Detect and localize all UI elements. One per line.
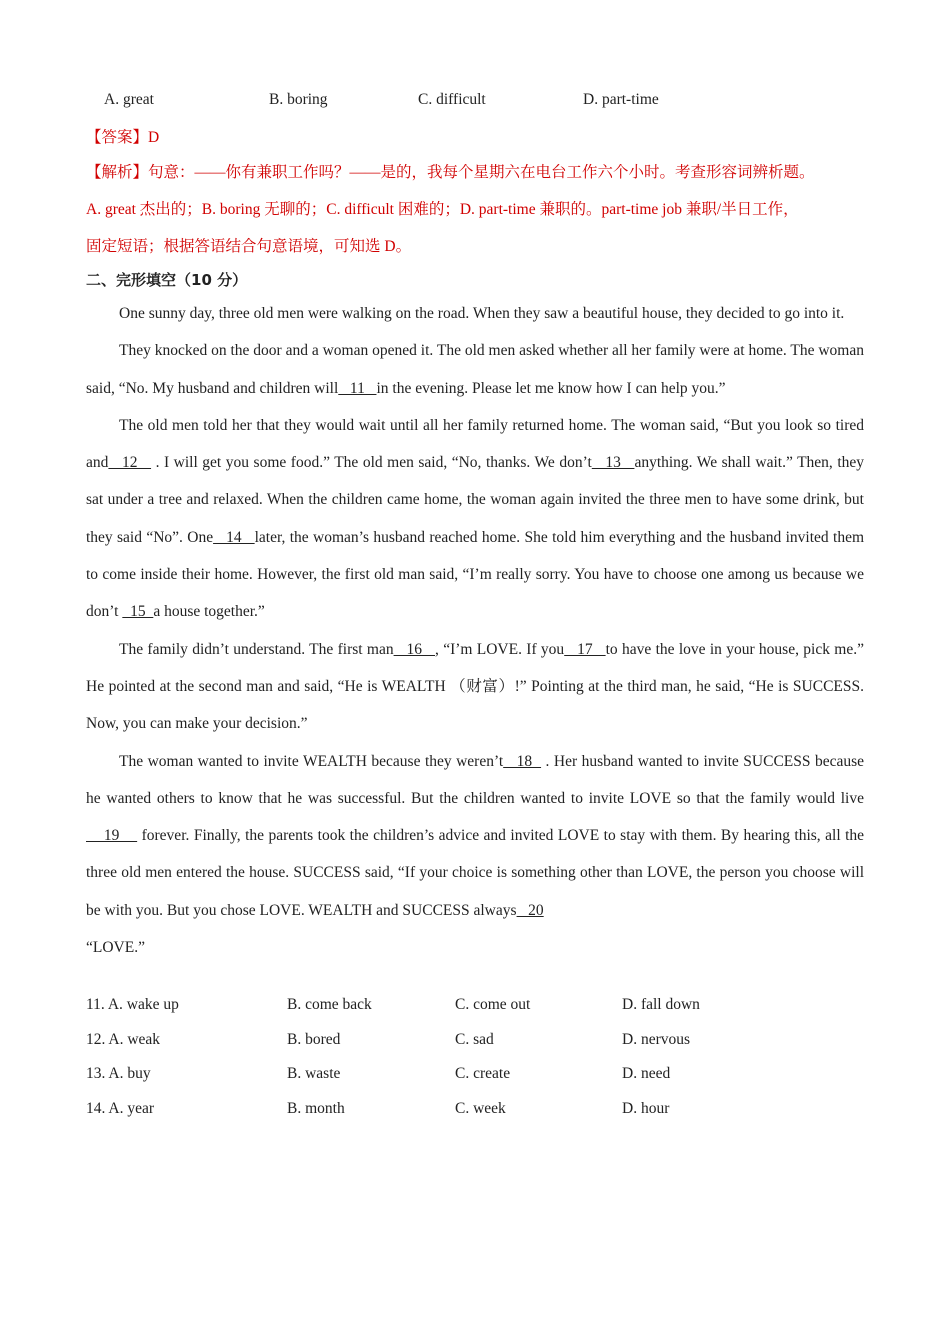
blank-11: 11 [338, 379, 377, 397]
q14-option-a: 14. A. year [86, 1100, 155, 1117]
option-c: C. difficult [418, 91, 486, 108]
analysis-line-2: A. great 杰出的；B. boring 无聊的；C. difficult 困难的；D. part-time 兼职的。part-time job 兼职/半日工作， [86, 201, 799, 218]
q14-option-b: B. month [287, 1100, 345, 1117]
q11-option-b: B. come back [287, 996, 372, 1013]
q13-option-d: D. need [622, 1065, 671, 1082]
blank-19: 19 [86, 827, 138, 845]
q12-option-b: B. bored [287, 1031, 341, 1048]
q11-option-c: C. come out [455, 996, 531, 1013]
section-title: 二、完形填空（10 分） [86, 271, 248, 289]
blank-13: 13 [591, 454, 635, 472]
blank-16: 16 [393, 640, 435, 658]
cloze-passage [86, 295, 864, 966]
blank-12: 12 [108, 454, 152, 472]
q12-option-a: 12. A. weak [86, 1031, 161, 1048]
analysis-line-1: 【解析】句意：——你有兼职工作吗？——是的，我每个星期六在电台工作六个小时。考查形容词辨析题。 [86, 164, 815, 181]
q13-option-c: C. create [455, 1065, 511, 1082]
option-b: B. boring [269, 91, 328, 108]
blank-15: 15 [122, 603, 154, 621]
q13-option-a: 13. A. buy [86, 1065, 151, 1082]
q11-option-a: 11. A. wake up [86, 996, 179, 1013]
paragraph-3: The old men told her that they would wait until all her family returned home. The woman said, “But you look so tired and 12 . I will get you some food.” The old men said, “No, thanks. We don’t 13 anything. We shall wait.” Then, they sat under a tree and relaxed. When the children came home, the woman again invited the three men to have some drink, but they said “No”. One 14 later, the woman’s husband reached home. She told him everything and the husband invited them to come inside their home. However, the first old man said, “I’m really sorry. You have to choose one among us because we don’t 15 a house together.” [86, 416, 865, 621]
q13-option-b: B. waste [287, 1065, 341, 1082]
option-a: A. great [104, 91, 154, 108]
paragraph-2: They knocked on the door and a woman opened it. The old men asked whether all her family were at home. The woman said, “No. My husband and children will 11 in the evening. Please let me know how I can help you.” [86, 342, 864, 397]
paragraph-4: The family didn’t understand. The first man 16 , “I’m LOVE. If you 17 to have the love in your house, pick me.” He pointed at the second man and said, “He is WEALTH （财富）!” Pointing at the third man, he said, “He is SUCCESS. Now, you can make your decision.” [86, 640, 864, 733]
blank-18: 18 [503, 752, 542, 770]
paragraph-5-end: “LOVE.” [86, 939, 145, 957]
paragraph-5: The woman wanted to invite WEALTH because they weren’t 18 . Her husband wanted to invite SUCCESS because he wanted others to know that he was successful. But the children wanted to invite LOVE so that the family would live 19 forever. Finally, the parents took the children’s advice and invited LOVE to stay with them. By hearing this, all the three old men entered the house. SUCCESS said, “If your choice is something other than LOVE, the person you choose will be with you. But you chose LOVE. WEALTH and SUCCESS always 20 [86, 752, 865, 919]
option-d: D. part-time [583, 91, 659, 108]
blank-14: 14 [213, 528, 255, 546]
blank-17: 17 [564, 640, 606, 658]
answer-label: 【答案】D [86, 129, 160, 146]
q12-option-d: D. nervous [622, 1031, 691, 1048]
paragraph-1: One sunny day, three old men were walking on the road. When they saw a beautiful house, they decided to go into it. [119, 305, 845, 322]
q12-option-c: C. sad [455, 1031, 494, 1048]
q11-option-d: D. fall down [622, 996, 700, 1013]
q14-option-d: D. hour [622, 1100, 670, 1117]
q14-option-c: C. week [455, 1100, 506, 1117]
analysis-line-3: 固定短语；根据答语结合句意语境，可知选 D。 [86, 238, 412, 255]
blank-20: 20 [516, 901, 544, 919]
